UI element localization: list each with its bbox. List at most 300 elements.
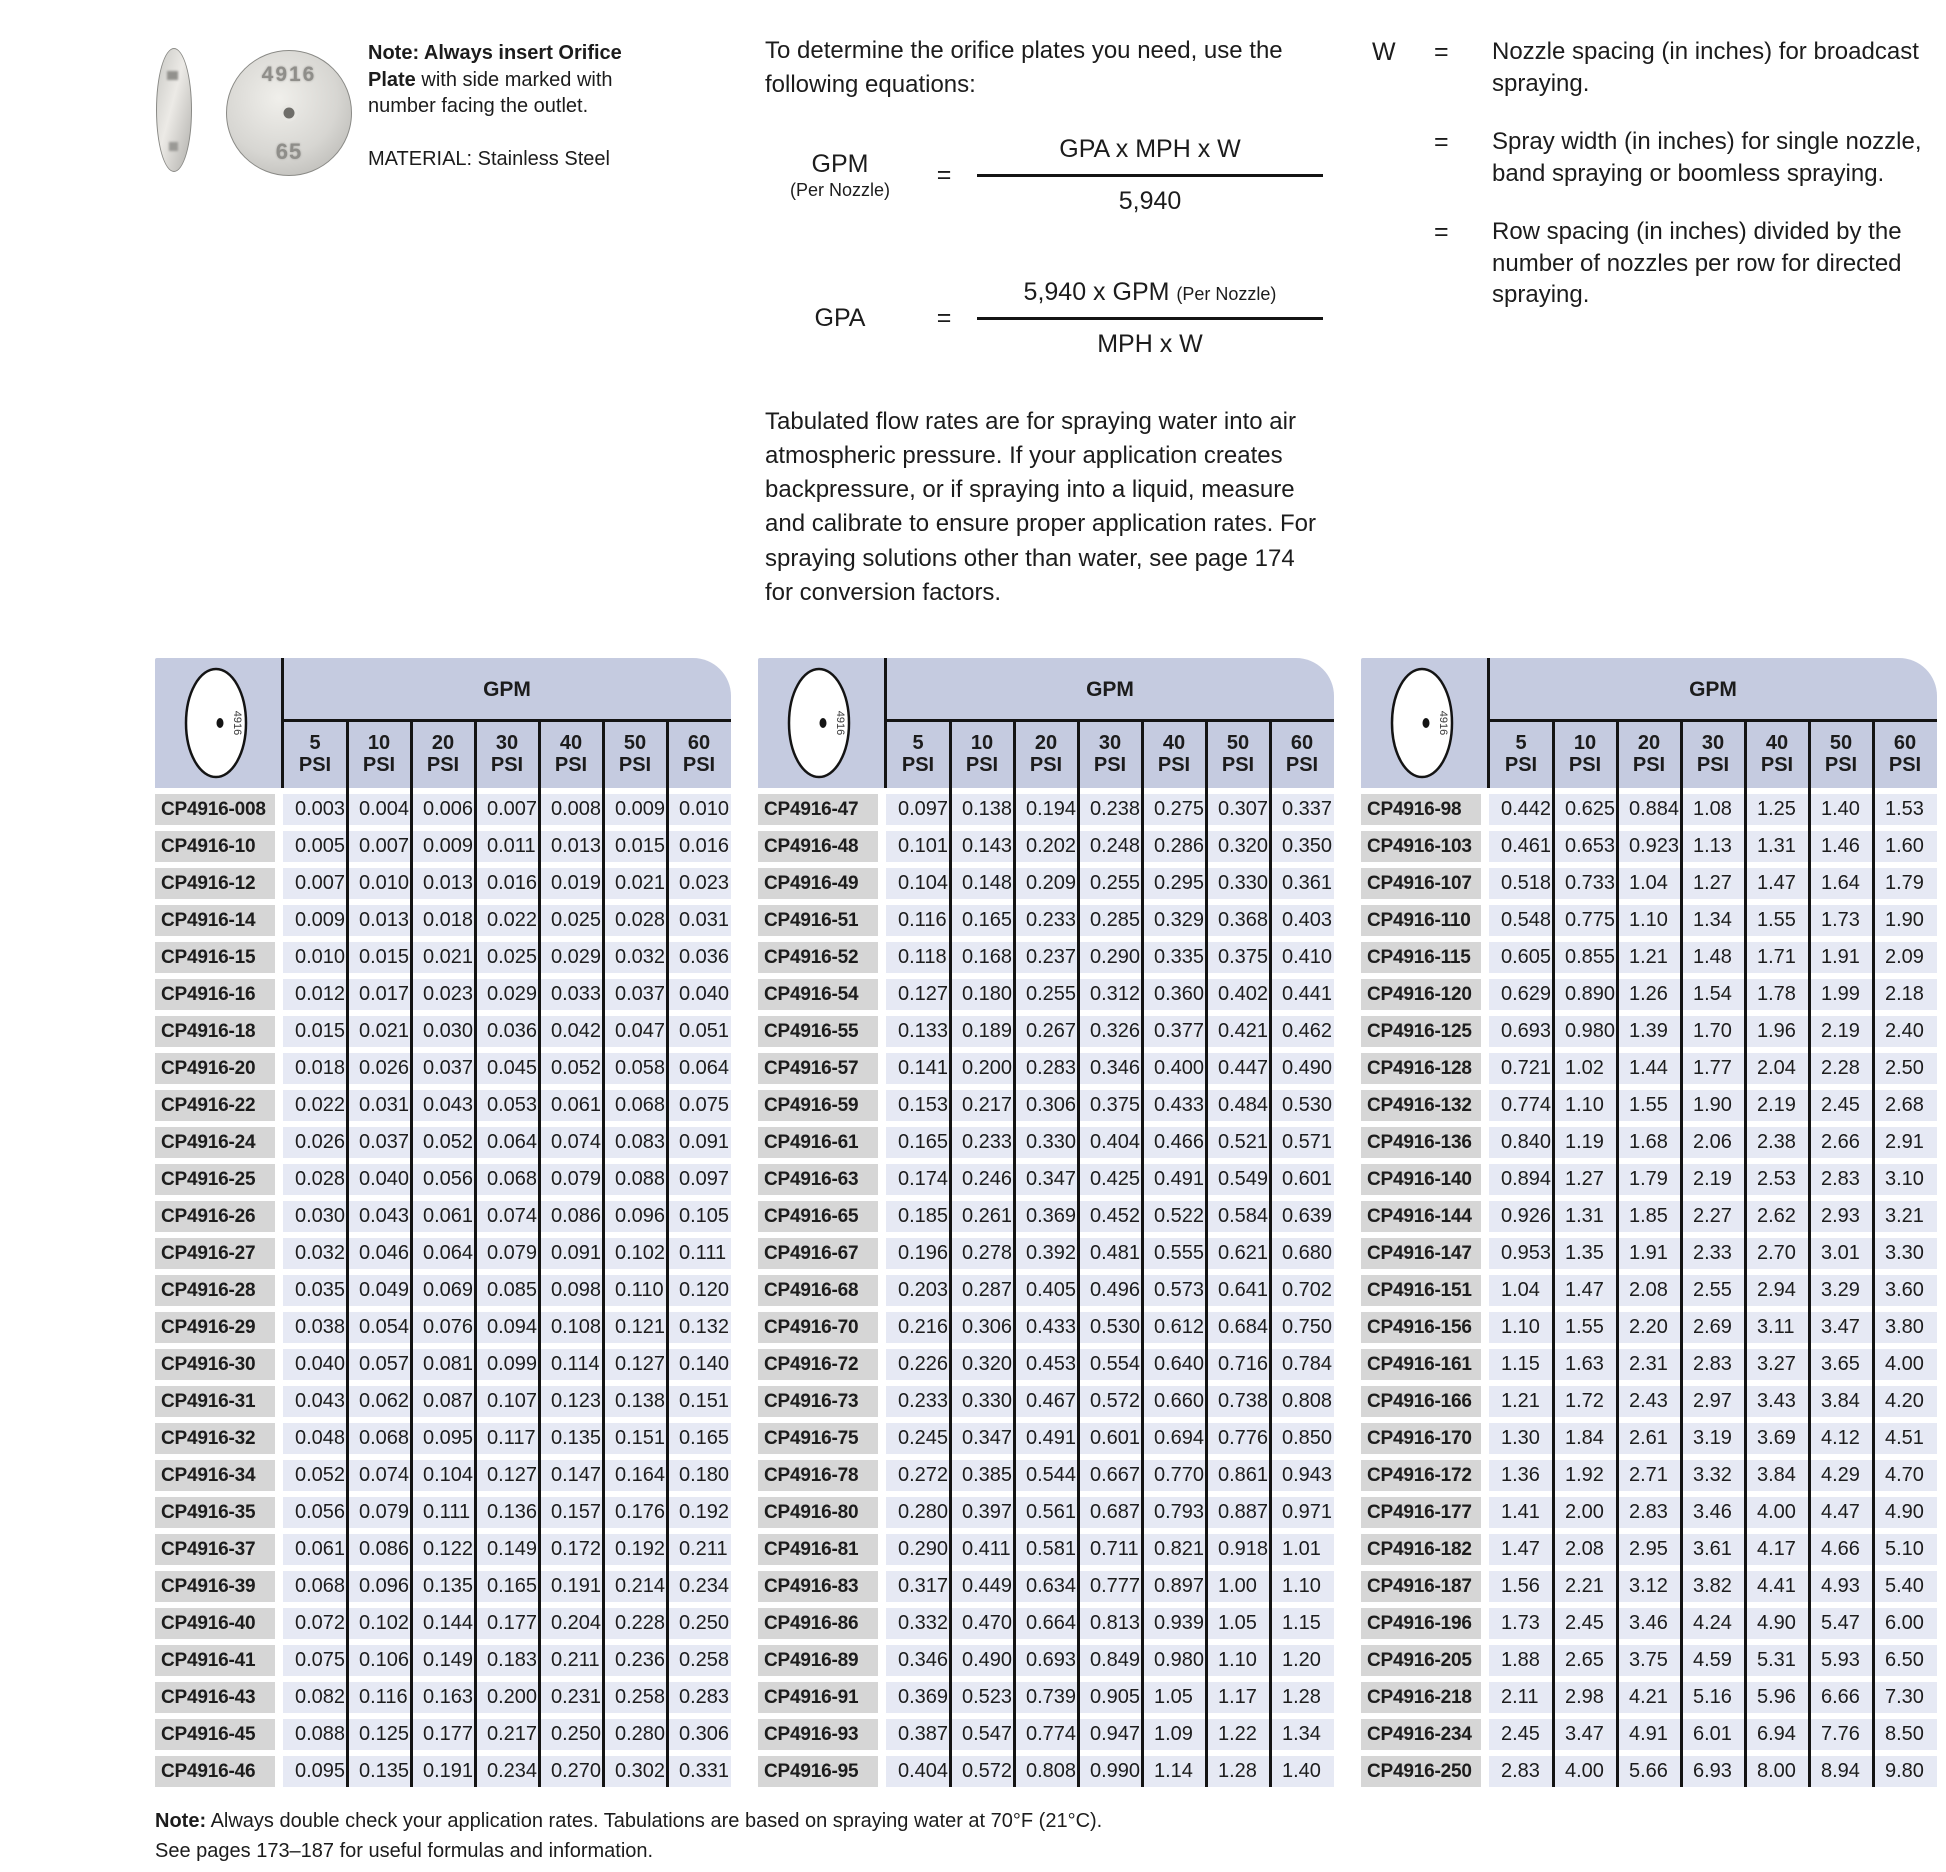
gpm-value: 0.258 [603, 1682, 667, 1713]
part-number: CP4916-147 [1361, 1238, 1481, 1269]
gpm-value: 2.69 [1681, 1312, 1745, 1343]
psi-unit: PSI [1221, 754, 1255, 776]
table-row [1361, 1423, 1937, 1454]
gpm-value: 0.573 [1142, 1275, 1206, 1306]
gpm-value: 1.63 [1553, 1349, 1617, 1380]
table-row [1361, 1719, 1937, 1750]
gpm-value: 0.040 [283, 1349, 347, 1380]
part-number: CP4916-136 [1361, 1127, 1481, 1158]
equals-sign: = [1434, 127, 1449, 156]
part-number: CP4916-12 [155, 868, 275, 899]
psi-value: 30 [1701, 732, 1725, 754]
gpm-value: 3.61 [1681, 1534, 1745, 1565]
gpm-value: 0.441 [1270, 979, 1334, 1010]
table-row [155, 868, 731, 899]
psi-unit: PSI [1157, 754, 1191, 776]
gpm-value: 0.733 [1553, 868, 1617, 899]
table-row [1361, 905, 1937, 936]
psi-value: 60 [1893, 732, 1917, 754]
table-row [1361, 1682, 1937, 1713]
psi-value: 5 [309, 732, 321, 754]
gpm-column-group-label: GPM [1689, 678, 1737, 701]
gpm-value: 0.116 [347, 1682, 411, 1713]
gpm-value: 0.233 [950, 1127, 1014, 1158]
column-divider [1205, 719, 1208, 1787]
gpm-value: 0.015 [603, 831, 667, 862]
gpm-value: 0.127 [886, 979, 950, 1010]
gpm-value: 0.411 [950, 1534, 1014, 1565]
part-number: CP4916-110 [1361, 905, 1481, 936]
part-number: CP4916-10 [155, 831, 275, 862]
gpm-value: 0.176 [603, 1497, 667, 1528]
gpm-value: 0.601 [1270, 1164, 1334, 1195]
gpm-value: 1.28 [1206, 1756, 1270, 1787]
gpm-value: 2.33 [1681, 1238, 1745, 1269]
gpm-value: 0.980 [1553, 1016, 1617, 1047]
gpm-value: 0.776 [1206, 1423, 1270, 1454]
table-row [1361, 1460, 1937, 1491]
table-row [758, 1127, 1334, 1158]
part-number: CP4916-29 [155, 1312, 275, 1343]
orifice-plate-icon [758, 658, 886, 788]
table-row [1361, 1238, 1937, 1269]
gpm-value: 3.47 [1553, 1719, 1617, 1750]
part-number: CP4916-22 [155, 1090, 275, 1121]
gpm-value: 0.808 [1014, 1756, 1078, 1787]
part-number: CP4916-51 [758, 905, 878, 936]
gpm-value: 0.007 [347, 831, 411, 862]
psi-unit: PSI [490, 754, 524, 776]
gpm-value: 0.258 [667, 1645, 731, 1676]
gpm-value: 1.27 [1681, 868, 1745, 899]
gpm-value: 0.018 [411, 905, 475, 936]
gpm-value: 0.023 [667, 868, 731, 899]
insert-note-bold: Note: Always insert Orifice Plate [368, 42, 622, 91]
gpm-value: 0.037 [411, 1053, 475, 1084]
gpm-value: 0.385 [950, 1460, 1014, 1491]
gpm-value: 0.462 [1270, 1016, 1334, 1047]
gpm-value: 0.971 [1270, 1497, 1334, 1528]
equals-sign: = [1434, 38, 1449, 66]
gpm-value: 1.31 [1745, 831, 1809, 862]
part-number: CP4916-008 [155, 794, 275, 825]
gpm-value: 0.702 [1270, 1275, 1334, 1306]
column-divider [1872, 719, 1875, 1787]
gpm-value: 1.10 [1489, 1312, 1553, 1343]
part-number: CP4916-83 [758, 1571, 878, 1602]
gpm-value: 1.40 [1809, 794, 1873, 825]
gpm-value: 0.102 [347, 1608, 411, 1639]
flow-rate-table [155, 658, 731, 1798]
gpm-value: 2.62 [1745, 1201, 1809, 1232]
gpm-underline [1489, 719, 1937, 722]
gpm-value: 0.347 [950, 1423, 1014, 1454]
gpm-value: 1.84 [1553, 1423, 1617, 1454]
gpm-value: 1.55 [1617, 1090, 1681, 1121]
part-number: CP4916-218 [1361, 1682, 1481, 1713]
table-row [758, 1201, 1334, 1232]
footer-note-line2: See pages 173–187 for useful formulas and information. [155, 1840, 654, 1862]
gpm-value: 0.236 [603, 1645, 667, 1676]
gpm-value: 0.074 [475, 1201, 539, 1232]
gpm-value: 1.92 [1553, 1460, 1617, 1491]
gpm-value: 1.26 [1617, 979, 1681, 1010]
gpm-value: 0.561 [1014, 1497, 1078, 1528]
gpm-value: 1.73 [1489, 1608, 1553, 1639]
gpm-value: 0.132 [667, 1312, 731, 1343]
gpm-value: 1.73 [1809, 905, 1873, 936]
gpm-value: 0.025 [475, 942, 539, 973]
gpm-value: 0.144 [411, 1608, 475, 1639]
gpm-value: 3.01 [1809, 1238, 1873, 1269]
gpm-value: 1.15 [1489, 1349, 1553, 1380]
gpm-value: 0.196 [886, 1238, 950, 1269]
gpm-value: 1.20 [1270, 1645, 1334, 1676]
gpm-value: 0.075 [667, 1090, 731, 1121]
gpm-value: 0.052 [539, 1053, 603, 1084]
gpm-value: 0.346 [886, 1645, 950, 1676]
gpa-fraction [973, 278, 1327, 359]
table-row [758, 905, 1334, 936]
gpm-value: 1.44 [1617, 1053, 1681, 1084]
gpm-value: 0.082 [283, 1682, 347, 1713]
part-number: CP4916-75 [758, 1423, 878, 1454]
gpm-value: 0.433 [1014, 1312, 1078, 1343]
gpm-value: 0.064 [667, 1053, 731, 1084]
gpm-value: 2.00 [1553, 1497, 1617, 1528]
part-number: CP4916-59 [758, 1090, 878, 1121]
gpm-value: 3.47 [1809, 1312, 1873, 1343]
gpm-value: 3.82 [1681, 1571, 1745, 1602]
gpm-value: 0.774 [1014, 1719, 1078, 1750]
gpm-value: 1.53 [1873, 794, 1937, 825]
gpm-value: 2.91 [1873, 1127, 1937, 1158]
table-row [758, 868, 1334, 899]
table-row [155, 1201, 731, 1232]
table-row [758, 1719, 1334, 1750]
gpm-value: 0.004 [347, 794, 411, 825]
gpm-value: 0.022 [283, 1090, 347, 1121]
gpm-value: 2.08 [1553, 1534, 1617, 1565]
gpm-value: 1.36 [1489, 1460, 1553, 1491]
w-symbol-spacer [1372, 216, 1434, 312]
gpm-value: 8.94 [1809, 1756, 1873, 1787]
gpm-value: 2.94 [1745, 1275, 1809, 1306]
gpm-value: 2.45 [1809, 1090, 1873, 1121]
part-number: CP4916-182 [1361, 1534, 1481, 1565]
gpm-value: 0.180 [667, 1460, 731, 1491]
psi-header [1745, 720, 1809, 788]
header-divider [884, 658, 887, 788]
psi-header [1553, 720, 1617, 788]
gpm-value: 0.051 [667, 1016, 731, 1047]
gpm-value: 0.217 [950, 1090, 1014, 1121]
gpm-value: 0.397 [950, 1497, 1014, 1528]
gpm-value: 4.21 [1617, 1682, 1681, 1713]
gpm-value: 0.149 [411, 1645, 475, 1676]
gpm-value: 0.320 [950, 1349, 1014, 1380]
gpm-value: 1.22 [1206, 1719, 1270, 1750]
gpm-value: 0.095 [411, 1423, 475, 1454]
psi-unit: PSI [1696, 754, 1730, 776]
part-number: CP4916-39 [155, 1571, 275, 1602]
gpm-value: 0.329 [1142, 905, 1206, 936]
gpm-value: 0.022 [475, 905, 539, 936]
gpm-value: 1.08 [1681, 794, 1745, 825]
gpm-value: 1.64 [1809, 868, 1873, 899]
gpm-value: 0.211 [539, 1645, 603, 1676]
gpm-value: 2.83 [1681, 1349, 1745, 1380]
gpm-value: 8.50 [1873, 1719, 1937, 1750]
part-number: CP4916-31 [155, 1386, 275, 1417]
gpm-value: 0.165 [886, 1127, 950, 1158]
gpm-value: 0.302 [603, 1756, 667, 1787]
psi-unit: PSI [362, 754, 396, 776]
gpm-value: 0.036 [667, 942, 731, 973]
psi-header [411, 720, 475, 788]
psi-unit: PSI [965, 754, 999, 776]
part-number: CP4916-61 [758, 1127, 878, 1158]
gpm-value: 3.69 [1745, 1423, 1809, 1454]
equations-intro: To determine the orifice plates you need, use the following equations: [765, 37, 1283, 98]
gpm-value: 0.040 [667, 979, 731, 1010]
gpm-value: 0.491 [1142, 1164, 1206, 1195]
gpm-value: 0.641 [1206, 1275, 1270, 1306]
gpm-value: 0.026 [347, 1053, 411, 1084]
gpm-value: 1.54 [1681, 979, 1745, 1010]
gpm-value: 0.127 [603, 1349, 667, 1380]
part-number: CP4916-234 [1361, 1719, 1481, 1750]
gpm-value: 0.037 [347, 1127, 411, 1158]
part-number: CP4916-151 [1361, 1275, 1481, 1306]
gpm-value: 0.295 [1142, 868, 1206, 899]
footer-note-label: Note: [155, 1810, 207, 1832]
gpm-value: 1.91 [1617, 1238, 1681, 1269]
footer-note-text: Always double check your application rates. Tabulations are based on spraying water at 70°F (21°C). [206, 1810, 1103, 1832]
gpm-value: 0.246 [950, 1164, 1014, 1195]
gpm-value: 0.377 [1142, 1016, 1206, 1047]
part-number: CP4916-144 [1361, 1201, 1481, 1232]
gpa-per-nozzle-label: (Per Nozzle) [1176, 284, 1277, 305]
psi-value: 20 [1637, 732, 1661, 754]
gpm-value: 0.307 [1206, 794, 1270, 825]
gpm-value: 1.09 [1142, 1719, 1206, 1750]
table-row [758, 1090, 1334, 1121]
gpa-denominator: MPH x W [1097, 330, 1203, 359]
gpm-value: 0.639 [1270, 1201, 1334, 1232]
gpm-value: 0.185 [886, 1201, 950, 1232]
gpm-value: 0.425 [1078, 1164, 1142, 1195]
psi-unit: PSI [1029, 754, 1063, 776]
gpm-value: 0.335 [1142, 942, 1206, 973]
gpm-value: 0.032 [283, 1238, 347, 1269]
gpm-value: 2.45 [1553, 1608, 1617, 1639]
part-number: CP4916-128 [1361, 1053, 1481, 1084]
gpm-value: 2.21 [1553, 1571, 1617, 1602]
gpm-value: 0.042 [539, 1016, 603, 1047]
part-number: CP4916-65 [758, 1201, 878, 1232]
gpm-value: 5.93 [1809, 1645, 1873, 1676]
gpm-value: 0.272 [886, 1460, 950, 1491]
gpm-value: 0.135 [539, 1423, 603, 1454]
flow-rate-table [758, 658, 1334, 1798]
gpm-value: 2.27 [1681, 1201, 1745, 1232]
gpm-value: 0.047 [603, 1016, 667, 1047]
gpm-value: 1.77 [1681, 1053, 1745, 1084]
gpm-value: 3.46 [1681, 1497, 1745, 1528]
table-header [1361, 658, 1937, 788]
gpm-value: 0.013 [411, 868, 475, 899]
table-row [758, 1349, 1334, 1380]
gpm-value: 4.51 [1873, 1423, 1937, 1454]
gpm-value: 2.04 [1745, 1053, 1809, 1084]
gpm-value: 0.062 [347, 1386, 411, 1417]
gpm-value: 1.90 [1873, 905, 1937, 936]
gpm-value: 0.640 [1142, 1349, 1206, 1380]
table-row [758, 1682, 1334, 1713]
gpm-value: 0.250 [667, 1608, 731, 1639]
gpm-underline [886, 719, 1334, 722]
gpm-value: 0.330 [950, 1386, 1014, 1417]
plate-size-marking: 65 [275, 139, 303, 164]
gpm-value: 1.13 [1681, 831, 1745, 862]
gpm-value: 1.21 [1489, 1386, 1553, 1417]
gpm-value: 1.28 [1270, 1682, 1334, 1713]
table-header-right [1489, 658, 1937, 788]
table-row [155, 1423, 731, 1454]
column-divider [1269, 719, 1272, 1787]
part-number: CP4916-81 [758, 1534, 878, 1565]
part-number: CP4916-37 [155, 1534, 275, 1565]
gpm-value: 0.005 [283, 831, 347, 862]
gpm-value: 5.16 [1681, 1682, 1745, 1713]
gpm-value: 0.491 [1014, 1423, 1078, 1454]
table-row [155, 794, 731, 825]
gpm-value: 0.233 [886, 1386, 950, 1417]
orifice-hole [284, 108, 295, 119]
gpm-value: 0.163 [411, 1682, 475, 1713]
table-row [1361, 1756, 1937, 1787]
gpm-value: 0.180 [950, 979, 1014, 1010]
gpm-value: 0.104 [886, 868, 950, 899]
part-number: CP4916-70 [758, 1312, 878, 1343]
part-number: CP4916-95 [758, 1756, 878, 1787]
part-number: CP4916-172 [1361, 1460, 1481, 1491]
gpm-value: 0.433 [1142, 1090, 1206, 1121]
gpm-value: 2.19 [1809, 1016, 1873, 1047]
gpm-value: 0.031 [667, 905, 731, 936]
gpm-value: 0.548 [1489, 905, 1553, 936]
gpm-value: 3.46 [1617, 1608, 1681, 1639]
gpm-value: 0.237 [1014, 942, 1078, 973]
gpm-value: 0.711 [1078, 1534, 1142, 1565]
gpm-value: 1.05 [1142, 1682, 1206, 1713]
gpm-value: 0.228 [603, 1608, 667, 1639]
gpm-value: 4.17 [1745, 1534, 1809, 1565]
psi-value: 20 [1034, 732, 1058, 754]
gpm-value: 2.83 [1489, 1756, 1553, 1787]
gpm-value: 3.12 [1617, 1571, 1681, 1602]
footer-note [155, 1806, 1315, 1866]
psi-header [347, 720, 411, 788]
gpm-value: 0.106 [347, 1645, 411, 1676]
table-row [758, 1386, 1334, 1417]
gpm-value: 0.347 [1014, 1164, 1078, 1195]
part-number: CP4916-47 [758, 794, 878, 825]
gpm-value: 7.30 [1873, 1682, 1937, 1713]
table-row [758, 1571, 1334, 1602]
gpm-value: 0.905 [1078, 1682, 1142, 1713]
gpm-value: 0.177 [475, 1608, 539, 1639]
gpm-underline [283, 719, 731, 722]
gpm-value: 0.238 [1078, 794, 1142, 825]
table-header [758, 658, 1334, 788]
gpm-value: 0.135 [411, 1571, 475, 1602]
gpm-value: 0.141 [886, 1053, 950, 1084]
gpm-value: 2.31 [1617, 1349, 1681, 1380]
gpm-value: 0.138 [603, 1386, 667, 1417]
psi-value: 5 [1515, 732, 1527, 754]
gpm-value: 0.025 [539, 905, 603, 936]
part-number: CP4916-24 [155, 1127, 275, 1158]
gpm-value: 0.192 [603, 1534, 667, 1565]
gpm-value: 0.015 [283, 1016, 347, 1047]
gpm-value: 0.283 [667, 1682, 731, 1713]
material-label: MATERIAL: Stainless Steel [368, 148, 610, 170]
part-number: CP4916-55 [758, 1016, 878, 1047]
part-number: CP4916-68 [758, 1275, 878, 1306]
gpm-value: 0.096 [603, 1201, 667, 1232]
gpm-value: 0.091 [539, 1238, 603, 1269]
column-divider [1808, 719, 1811, 1787]
gpm-value: 4.00 [1873, 1349, 1937, 1380]
gpm-value: 1.71 [1745, 942, 1809, 973]
gpm-value: 0.884 [1617, 794, 1681, 825]
gpm-value: 3.84 [1745, 1460, 1809, 1491]
gpm-value: 5.31 [1745, 1645, 1809, 1676]
gpm-value: 8.00 [1745, 1756, 1809, 1787]
part-number: CP4916-67 [758, 1238, 878, 1269]
gpm-value: 0.200 [475, 1682, 539, 1713]
gpm-value: 0.625 [1553, 794, 1617, 825]
gpm-value: 0.404 [886, 1756, 950, 1787]
gpm-value: 0.953 [1489, 1238, 1553, 1269]
gpm-value: 0.629 [1489, 979, 1553, 1010]
table-row [758, 942, 1334, 973]
psi-value: 10 [1573, 732, 1597, 754]
gpm-value: 0.849 [1078, 1645, 1142, 1676]
gpm-value: 0.174 [886, 1164, 950, 1195]
w-definition-text: Nozzle spacing (in inches) for broadcast spraying. [1492, 38, 1919, 97]
part-number: CP4916-132 [1361, 1090, 1481, 1121]
gpm-value: 2.97 [1681, 1386, 1745, 1417]
gpm-value: 0.452 [1078, 1201, 1142, 1232]
gpm-value: 0.192 [667, 1497, 731, 1528]
gpm-value: 0.285 [1078, 905, 1142, 936]
psi-header [1078, 720, 1142, 788]
gpm-value: 6.00 [1873, 1608, 1937, 1639]
psi-value: 20 [431, 732, 455, 754]
gpm-value: 4.93 [1809, 1571, 1873, 1602]
gpm-value: 0.043 [411, 1090, 475, 1121]
gpm-value: 0.887 [1206, 1497, 1270, 1528]
gpm-value: 4.20 [1873, 1386, 1937, 1417]
gpm-value: 0.016 [475, 868, 539, 899]
gpm-value: 1.34 [1681, 905, 1745, 936]
gpm-value: 0.086 [539, 1201, 603, 1232]
gpm-value: 0.202 [1014, 831, 1078, 862]
gpm-value: 0.518 [1489, 868, 1553, 899]
